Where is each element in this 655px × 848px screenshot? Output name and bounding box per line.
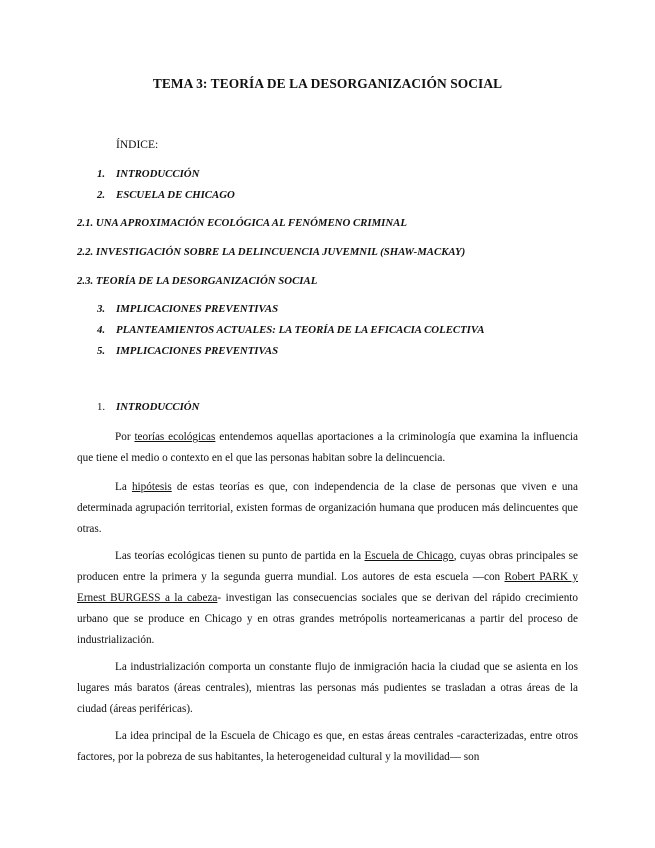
text-run: entendemos aquellas aportaciones a la criminología que examina la influencia que tiene el medio o contexto en el que las personas habitan sobre la delincuencia. [77,431,578,464]
toc-item-text: ESCUELA DE CHICAGO [116,189,235,201]
text-run: , cuyas obras principales se producen entre la primera y la segunda guerra mundial. Los autores de esta escuela —con [77,550,578,583]
text-run: - investigan las consecuencias sociales que se derivan del rápido crecimiento urbano que se produce en Chicago y en otras grandes metrópolis norteamericanas a partir del proceso de industrialización. [77,592,578,646]
section-title: INTRODUCCIÓN [116,401,200,413]
paragraph [77,726,578,768]
toc-item-text: IMPLICACIONES PREVENTIVAS [116,345,279,357]
toc-item [97,189,235,201]
page-title: TEMA 3: TEORÍA DE LA DESORGANIZACIÓN SOCIAL [152,76,503,91]
paragraph [77,657,578,720]
paragraph-text: La industrialización comporta un constante flujo de inmigración hacia la ciudad que se asienta en los lugares más baratos (áreas centrales), mientras las personas más pudientes se trasladan a otras áreas de la ciudad (áreas periféricas). [77,661,578,715]
text-run: de estas teorías es que, con independencia de la clase de personas que viven e una determinada agrupación territorial, existen formas de organización humana que producen más delincuentes que otras. [77,481,578,535]
toc-subitem [77,217,407,229]
paragraph [77,477,578,540]
toc-item-text: 2.1. UNA APROXIMACIÓN ECOLÓGICA AL FENÓMENO CRIMINAL [77,217,407,229]
toc-subitem [77,275,317,287]
section-number: 1. [97,401,106,413]
toc-item-text: PLANTEAMIENTOS ACTUALES: LA TEORÍA DE LA EFICACIA COLECTIVA [116,324,485,336]
toc-item-text: 2.3. TEORÍA DE LA DESORGANIZACIÓN SOCIAL [77,275,318,287]
text-run: Por [115,431,135,443]
underlined-term: Escuela de Chicago [364,550,454,562]
toc-item-number: 4. [97,324,106,336]
toc-subitem [77,246,465,258]
toc-item-text: 2.2. INVESTIGACIÓN SOBRE LA DELINCUENCIA JUVEMNIL (SHAW-MACKAY) [77,246,466,258]
toc-item [97,345,278,357]
underlined-term: teorías ecológicas [134,431,216,443]
underlined-term: Robert PARK y Ernest BURGESS a la cabeza [77,571,578,604]
toc-item [97,303,278,315]
paragraph [77,427,578,469]
text-run: Las teorías ecológicas tienen su punto de partida en la [115,550,365,562]
paragraph [77,546,578,651]
section-heading [97,401,199,413]
toc-item [97,168,199,180]
toc-item [97,324,485,336]
toc-item-text: INTRODUCCIÓN [116,168,200,180]
toc-item-number: 3. [97,303,106,315]
toc-item-number: 5. [97,345,106,357]
toc-item-number: 1. [97,168,106,180]
underlined-term: hipótesis [131,481,172,493]
toc-item-text: IMPLICACIONES PREVENTIVAS [116,303,279,315]
paragraph-text: La idea principal de la Escuela de Chicago es que, en estas áreas centrales -caracterizadas, entre otros factores, por la pobreza de sus habitantes, la heterogeneidad cultural y la movilidad— son [77,730,578,763]
index-label: ÍNDICE: [116,139,159,151]
text-run: La [115,481,132,493]
toc-item-number: 2. [97,189,106,201]
